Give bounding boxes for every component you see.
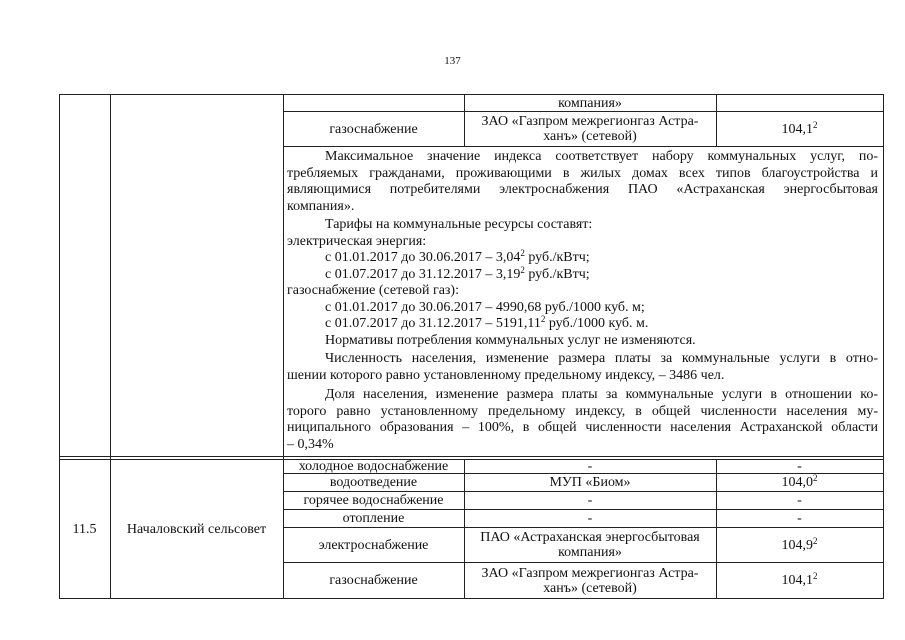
note-line: электрическая энергия:: [287, 233, 427, 249]
footnote-mark: 2: [813, 473, 818, 483]
row-divider: [283, 146, 883, 147]
service-cell: электроснабжение: [318, 537, 429, 553]
note-line: компания».: [287, 198, 355, 214]
index-cell: [716, 112, 883, 146]
note-line: газоснабжение (сетевой газ):: [287, 283, 459, 298]
note-line: с 01.07.2017 до 31.12.2017 – 5191,11$^2$ руб./1000 куб. м.: [325, 314, 649, 331]
footnote-mark: 2: [813, 571, 818, 581]
service-cell: холодное водоснабжение: [298, 459, 449, 474]
note-line: Доля населения, изменение размера платы за коммунальные услуги в отношении ко-: [325, 387, 878, 402]
service-cell: [283, 112, 464, 146]
supplier-cell: ЗАО «Газпром межрегионгаз Астра-ханъ» (сетевой): [481, 565, 699, 596]
note-line: торого равно установленному предельному индексу, в общей численности населения му-: [287, 403, 878, 419]
index-value: 104,1$^2$: [781, 119, 818, 137]
index-cell: 104,1$^2$: [781, 571, 818, 588]
index-cell: -: [797, 511, 802, 526]
supplier-cell: -: [587, 511, 593, 526]
note-line: – 0,34%: [287, 436, 334, 452]
supplier-cell: -: [587, 493, 593, 508]
supplier-text: ЗАО «Газпром межрегионгаз Астра-ханъ» (сетевой): [481, 114, 699, 144]
service-cell: водоотведение: [329, 475, 418, 490]
note-line: Численность населения, изменение размера платы за коммунальные услуги в отно-: [325, 351, 878, 366]
note-line: с 01.01.2017 до 30.06.2017 – 3,04$^2$ руб./кВтч;: [325, 248, 590, 265]
note-line: с 01.07.2017 до 31.12.2017 – 3,19$^2$ руб./кВтч;: [325, 264, 590, 282]
supplier-cell: МУП «Биом»: [549, 475, 631, 490]
supplier-text: компания»: [558, 95, 622, 111]
section-divider: [59, 456, 883, 457]
table-bottom-border: [59, 598, 883, 599]
supplier-cell: ПАО «Астраханская энергосбытовая компания»: [480, 530, 700, 560]
note-line: Тарифы на коммунальные ресурсы составят:: [325, 217, 593, 232]
supplier-cell: -: [587, 459, 593, 474]
service-cell: горячее водоснабжение: [303, 493, 444, 508]
index-cell: -: [797, 493, 802, 508]
note-line: шении которого равно установленному предельному индексу, – 3486 чел.: [287, 367, 725, 383]
supplier-cell-continued: [464, 95, 716, 111]
footnote-mark: 2: [813, 535, 818, 546]
service-cell: газоснабжение: [329, 573, 418, 588]
note-line: с 01.01.2017 до 30.06.2017 – 4990,68 руб./1000 куб. м;: [325, 299, 645, 315]
service-text: газоснабжение: [329, 121, 418, 137]
service-cell: отопление: [342, 511, 405, 526]
municipality-name: Началовский сельсовет: [126, 521, 267, 537]
note-line: являющимися потребителями электроснабжения ПАО «Астраханская энергосбытовая: [287, 182, 878, 197]
page-number: 137: [444, 55, 461, 67]
table-right-border: [883, 94, 884, 599]
index-cell: 104,9$^2$: [781, 535, 818, 553]
note-line: ниципального образования – 100%, в общей численности населения Астраханской области: [287, 420, 878, 435]
section-number: 11.5: [72, 521, 97, 537]
supplier-cell: [468, 112, 712, 146]
index-cell: -: [797, 459, 802, 474]
note-line: требляемых гражданами, проживающими в жилых домах всех типов благоустройства и: [287, 165, 878, 181]
footnote-mark: 2: [813, 119, 818, 130]
note-line: Максимальное значение индекса соответствует набору коммунальных услуг, по-: [325, 149, 878, 164]
note-line: Нормативы потребления коммунальных услуг не изменяются.: [325, 333, 696, 348]
index-cell: 104,0$^2$: [781, 473, 818, 490]
